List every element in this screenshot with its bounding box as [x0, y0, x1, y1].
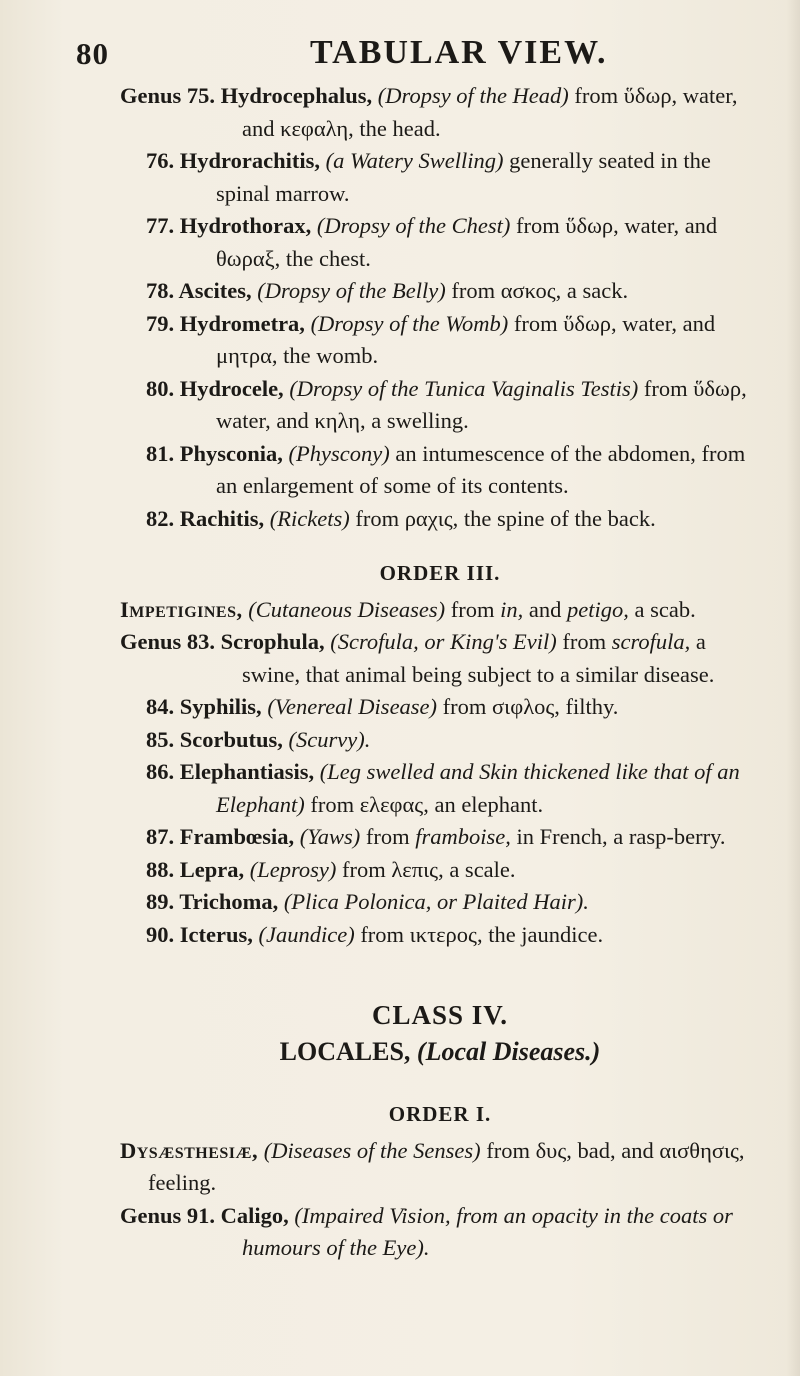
genus-entry-78 — [120, 275, 760, 308]
genus-entry-75 — [120, 80, 760, 145]
english-name: (Dropsy of the Tunica Vaginalis Testis) — [289, 375, 639, 401]
disease-name: Caligo, — [220, 1202, 289, 1228]
genus-entry-76 — [120, 145, 760, 210]
disease-name: Physconia, — [179, 440, 283, 466]
etymology: from ὕδωρ, water, and θωραξ, the chest. — [216, 213, 718, 271]
genus-number: 88. — [146, 856, 175, 882]
etymology-from: from — [450, 596, 495, 622]
disease-name: Hydrorachitis, — [179, 148, 320, 173]
disease-name: Hydrothorax, — [179, 213, 312, 238]
genus-entry-86 — [120, 756, 760, 821]
genus-entry-81 — [120, 438, 760, 503]
order-heading: ORDER III. — [379, 561, 501, 585]
disease-name: Hydrocele, — [179, 375, 284, 401]
disease-name: Elephantiasis, — [179, 759, 315, 784]
genus-entry-88 — [120, 854, 760, 887]
genus-prefix: Genus 83. — [120, 629, 216, 654]
genus-entry-79 — [120, 308, 760, 373]
etymology: generally seated in the spinal marrow. — [216, 148, 711, 206]
genus-number: 85. — [146, 726, 175, 752]
english-name: (Impaired Vision, from an opacity in the coats or humours of the Eye). — [242, 1202, 733, 1260]
etymology-rest: in French, a rasp-berry. — [516, 824, 726, 849]
class-title — [120, 1036, 760, 1069]
page-number: 80 — [76, 36, 109, 71]
genus-prefix: Genus 91. — [120, 1202, 216, 1228]
etymology: from σιφλος, filthy. — [442, 694, 619, 719]
genus-number: 84. — [146, 694, 175, 719]
etymology-and: and — [528, 596, 562, 622]
tabular-text — [120, 80, 760, 1265]
disease-name: Rachitis, — [179, 505, 265, 531]
english-name: (Jaundice) — [258, 921, 355, 947]
order-name: Dysæsthesiæ, — [120, 1137, 259, 1163]
genus-entry-89 — [120, 886, 760, 919]
page-edge-shadow — [786, 0, 800, 1376]
genus-entry-84 — [120, 691, 760, 724]
disease-name: Ascites, — [178, 278, 252, 303]
english-name: (Venereal Disease) — [267, 694, 438, 719]
genus-entry-80 — [120, 373, 760, 438]
genus-number: 90. — [146, 921, 175, 947]
class-heading: CLASS IV. — [371, 1000, 509, 1030]
etymology-word-petigo: petigo, — [567, 596, 629, 622]
english-name: (Leprosy) — [249, 856, 337, 882]
running-head: TABULAR VIEW. — [310, 34, 608, 71]
etymology: from λεπις, a scale. — [342, 856, 516, 882]
english-name: (Scrofula, or King's Evil) — [330, 629, 557, 654]
disease-name: Icterus, — [179, 921, 253, 947]
genus-number: 80. — [146, 375, 175, 401]
english-name: (Diseases of the Senses) — [263, 1137, 481, 1163]
genus-entry-90 — [120, 919, 760, 952]
etymology: from ραχις, the spine of the back. — [355, 505, 656, 531]
disease-name: Hydrometra, — [179, 310, 305, 336]
english-name: (Physcony) — [288, 440, 390, 466]
order-title-dysaesthesiae — [120, 1135, 760, 1200]
genus-number: 79. — [146, 310, 175, 336]
disease-name: Scorbutus, — [179, 726, 283, 752]
etymology: from ικτερος, the jaundice. — [360, 921, 604, 947]
english-name: (Dropsy of the Womb) — [310, 310, 509, 336]
genus-number: 89. — [146, 889, 175, 914]
etymology: from δυς, bad, and αισθησις, feeling. — [148, 1137, 745, 1195]
etymology: from — [562, 629, 607, 654]
disease-name: Scrophula, — [220, 629, 325, 654]
etymology: from ὕδωρ, water, and μητρα, the womb. — [216, 310, 716, 368]
genus-entry-87 — [120, 821, 760, 854]
genus-number: 78. — [146, 278, 175, 303]
english-name: (Cutaneous Diseases) — [248, 596, 446, 622]
class-english-name: (Local Diseases.) — [416, 1036, 601, 1066]
english-name: (a Watery Swelling) — [325, 148, 504, 173]
etymology-word: framboise, — [415, 824, 511, 849]
etymology: from ασκος, a sack. — [451, 278, 629, 303]
english-name: (Dropsy of the Head) — [377, 83, 569, 108]
english-name: (Rickets) — [269, 505, 350, 531]
etymology-rest: a swine, that animal being subject to a similar disease. — [242, 629, 715, 687]
genus-entry-91 — [120, 1200, 760, 1265]
english-name: (Plica Polonica, or Plaited Hair). — [283, 889, 589, 914]
genus-entry-77 — [120, 210, 760, 275]
english-name: (Dropsy of the Chest) — [316, 213, 511, 238]
order-title-impetigines — [120, 594, 760, 627]
etymology: from ὕδωρ, water, and κεφαλη, the head. — [242, 83, 738, 141]
english-name: (Yaws) — [299, 824, 361, 849]
english-name: (Leg swelled and Skin thickened like that of an Elephant) — [216, 759, 740, 817]
etymology: from ὕδωρ, water, and κηλη, a swelling. — [216, 375, 747, 433]
disease-name: Lepra, — [179, 856, 245, 882]
genus-entry-85 — [120, 724, 760, 757]
genus-number: 82. — [146, 505, 175, 531]
english-name: (Dropsy of the Belly) — [257, 278, 446, 303]
disease-name: Frambœsia, — [179, 824, 295, 849]
etymology-word: scrofula, — [611, 629, 691, 654]
etymology: an intumescence of the abdomen, from an enlargement of some of its contents. — [216, 440, 746, 498]
genus-number: 81. — [146, 440, 175, 466]
etymology-word-in: in, — [500, 596, 524, 622]
english-name: (Scurvy). — [288, 726, 371, 752]
disease-name: Hydrocephalus, — [220, 83, 373, 108]
class-name: LOCALES, — [279, 1036, 411, 1066]
genus-entry-83 — [120, 626, 760, 691]
genus-number: 77. — [146, 213, 175, 238]
disease-name: Trichoma, — [179, 889, 279, 914]
disease-name: Syphilis, — [179, 694, 262, 719]
genus-prefix: Genus 75. — [120, 83, 216, 108]
page-header — [0, 26, 800, 76]
etymology-meaning: a scab. — [634, 596, 696, 622]
genus-number: 86. — [146, 759, 175, 784]
order-name: Impetigines, — [120, 596, 243, 622]
genus-entry-82 — [120, 503, 760, 536]
order-heading: ORDER I. — [388, 1102, 492, 1126]
etymology: from — [365, 824, 410, 849]
genus-number: 76. — [146, 148, 175, 173]
genus-number: 87. — [146, 824, 175, 849]
etymology: from ελεφας, an elephant. — [310, 791, 544, 817]
